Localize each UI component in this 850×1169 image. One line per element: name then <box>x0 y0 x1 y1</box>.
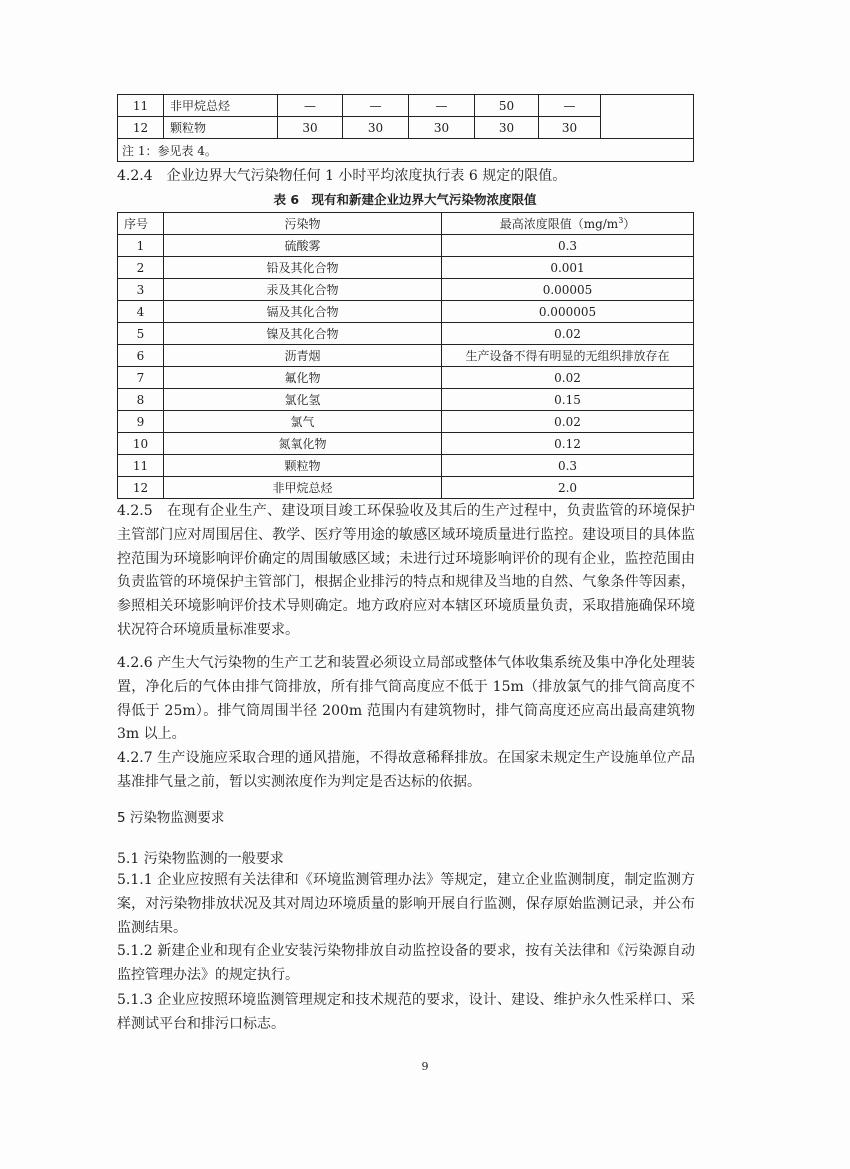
row-number: 3 <box>118 279 164 301</box>
limit-value: 0.02 <box>442 411 694 433</box>
header-no: 序号 <box>118 213 164 235</box>
row-number: 7 <box>118 367 164 389</box>
pollutant-name: 非甲烷总烃 <box>164 95 278 117</box>
row-number: 9 <box>118 411 164 433</box>
page-number: 9 <box>421 1060 429 1073</box>
table-row <box>118 323 694 345</box>
value-cell: — <box>539 95 601 117</box>
header-limit-text: 最高浓度限值（mg/m <box>499 217 619 231</box>
value-cell: 30 <box>409 117 475 139</box>
value-cell: 30 <box>278 117 343 139</box>
section-5-heading: 5 污染物监测要求 <box>117 810 225 826</box>
header-limit <box>442 213 694 235</box>
clause-4-2-7: 4.2.7 生产设施应采取合理的通风措施，不得故意稀释排放。在国家未规定生产设施单位产品基准排气量之前，暂以实测浓度作为判定是否达标的依据。 <box>117 750 695 790</box>
limit-value: 0.02 <box>442 367 694 389</box>
row-number: 6 <box>118 345 164 367</box>
limit-value: 0.02 <box>442 323 694 345</box>
row-number: 12 <box>118 477 164 499</box>
value-cell: — <box>409 95 475 117</box>
limit-value: 0.001 <box>442 257 694 279</box>
section-5-1-heading: 5.1 污染物监测的一般要求 <box>117 851 284 867</box>
value-cell: — <box>278 95 343 117</box>
pollutant-name: 颗粒物 <box>164 455 442 477</box>
limit-value: 0.3 <box>442 235 694 257</box>
table-row <box>118 389 694 411</box>
table-row <box>118 477 694 499</box>
limit-value: 2.0 <box>442 477 694 499</box>
table-row <box>118 345 694 367</box>
row-number: 11 <box>118 95 164 117</box>
table-row <box>118 235 694 257</box>
pollutant-name: 铅及其化合物 <box>164 257 442 279</box>
empty-cell <box>601 95 694 139</box>
row-number: 5 <box>118 323 164 345</box>
pollutant-name: 氟化物 <box>164 367 442 389</box>
table-row <box>118 301 694 323</box>
value-cell: 30 <box>475 117 539 139</box>
pollutant-name: 汞及其化合物 <box>164 279 442 301</box>
limit-value: 0.00005 <box>442 279 694 301</box>
clause-5-1-3: 5.1.3 企业应按照环境监测管理规定和技术规范的要求，设计、建设、维护永久性采样口、采样测试平台和排污口标志。 <box>117 992 695 1032</box>
table-row <box>118 455 694 477</box>
clause-4-2-5: 4.2.5 在现有企业生产、建设项目竣工环保验收及其后的生产过程中，负责监管的环境保护主管部门应对周围居住、教学、医疗等用途的敏感区域环境质量进行监控。建设项目的具体监控范围为环境影响评价确定的周围敏感区域；未进行过环境影响评价的现有企业，监控范围由负责监管的环境保护主管部门，根据企业排污的特点和规律及当地的自然、气象条件等因素，参照相关环境影响评价技术导则确定。地方政府应对本辖区环境质量负责，采取措施确保环境状况符合环境质量标准要求。 <box>117 503 695 638</box>
table6-boundary-limits <box>117 212 694 499</box>
table-note-row <box>118 139 694 162</box>
table6-caption: 表 6 现有和新建企业边界大气污染物浓度限值 <box>273 192 537 207</box>
pollutant-name: 氮氧化物 <box>164 433 442 455</box>
pollutant-name: 氯气 <box>164 411 442 433</box>
clause-4-2-4: 4.2.4 企业边界大气污染物任何 1 小时平均浓度执行表 6 规定的限值。 <box>117 168 567 184</box>
value-cell: — <box>343 95 409 117</box>
limit-value: 0.000005 <box>442 301 694 323</box>
limit-value: 生产设备不得有明显的无组织排放存在 <box>442 345 694 367</box>
value-cell: 50 <box>475 95 539 117</box>
table-row <box>118 257 694 279</box>
table-row <box>118 367 694 389</box>
pollutant-name: 非甲烷总烃 <box>164 477 442 499</box>
row-number: 2 <box>118 257 164 279</box>
pollutant-name: 硫酸雾 <box>164 235 442 257</box>
table-row <box>118 433 694 455</box>
row-number: 12 <box>118 117 164 139</box>
row-number: 4 <box>118 301 164 323</box>
table-row <box>118 411 694 433</box>
row-number: 8 <box>118 389 164 411</box>
header-limit-superscript: 3 <box>618 216 624 225</box>
header-pollutant: 污染物 <box>164 213 442 235</box>
table-row <box>118 95 694 117</box>
row-number: 10 <box>118 433 164 455</box>
pollutant-name: 颗粒物 <box>164 117 278 139</box>
clause-5-1-2: 5.1.2 新建企业和现有企业安装污染物排放自动监控设备的要求，按有关法律和《污染源自动监控管理办法》的规定执行。 <box>117 943 695 983</box>
limit-value: 0.12 <box>442 433 694 455</box>
header-limit-close: ） <box>623 217 636 231</box>
table-header-row <box>118 213 694 235</box>
limit-value: 0.15 <box>442 389 694 411</box>
value-cell: 30 <box>343 117 409 139</box>
value-cell: 30 <box>539 117 601 139</box>
row-number: 1 <box>118 235 164 257</box>
table-row <box>118 279 694 301</box>
table-note: 注 1：参见表 4。 <box>118 139 694 162</box>
pollutant-name: 镍及其化合物 <box>164 323 442 345</box>
continued-emission-table <box>117 94 694 162</box>
clause-4-2-6: 4.2.6 产生大气污染物的生产工艺和装置必须设立局部或整体气体收集系统及集中净化处理装置，净化后的气体由排气筒排放，所有排气筒高度应不低于 15m（排放氯气的排气筒高度不得低于 25m）。排气筒周围半径 200m 范围内有建筑物时，排气筒高度还应高出最高建筑物 3m 以上。 <box>117 655 695 743</box>
pollutant-name: 镉及其化合物 <box>164 301 442 323</box>
pollutant-name: 氯化氢 <box>164 389 442 411</box>
pollutant-name: 沥青烟 <box>164 345 442 367</box>
limit-value: 0.3 <box>442 455 694 477</box>
row-number: 11 <box>118 455 164 477</box>
clause-5-1-1: 5.1.1 企业应按照有关法律和《环境监测管理办法》等规定，建立企业监测制度，制定监测方案，对污染物排放状况及其对周边环境质量的影响开展自行监测，保存原始监测记录，并公布监测结果。 <box>117 872 695 936</box>
